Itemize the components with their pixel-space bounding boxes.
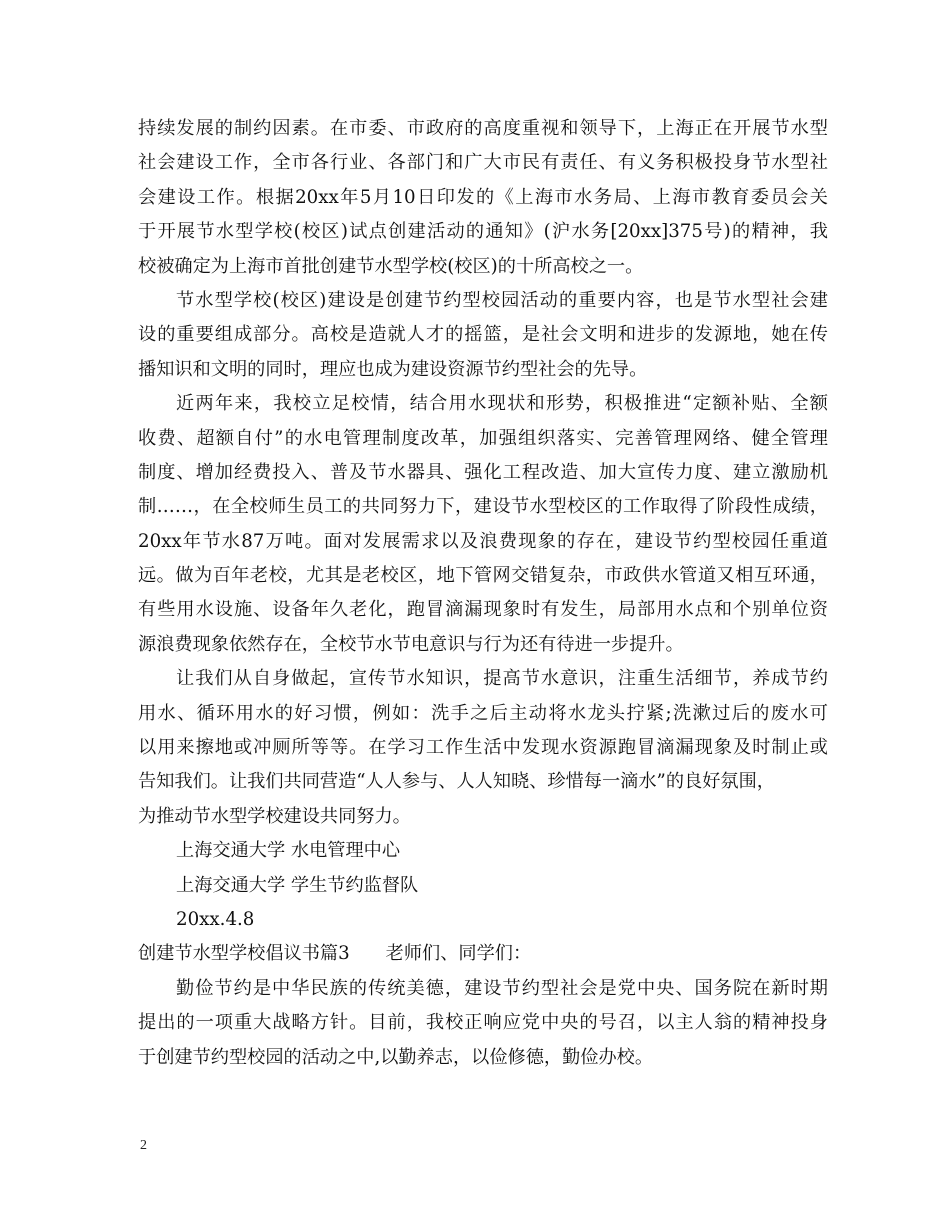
paragraph-line: 节水型学校(校区)建设是创建节约型校园活动的重要内容，也是节水型社会建 (176, 289, 828, 311)
section-heading (138, 937, 828, 971)
section-heading-title: 创建节水型学校倡议书篇3 (138, 943, 350, 965)
paragraph-line: 近两年来，我校立足校情，结合用水现状和形势，积极推进“定额补贴、全额 (176, 393, 828, 415)
paragraph-line: 制……，在全校师生员工的共同努力下，建设节水型校区的工作取得了阶段性成绩， (138, 496, 828, 518)
paragraph-line: 有些用水设施、设备年久老化，跑冒滴漏现象时有发生，局部用水点和个别单位资 (138, 599, 828, 621)
paragraph-line: 收费、超额自付”的水电管理制度改革，加强组织落实、完善管理网络、健全管理 (138, 427, 828, 449)
paragraph-line: 用水、循环用水的好习惯，例如：洗手之后主动将水龙头拧紧;洗漱过后的废水可 (138, 702, 828, 724)
signature-line: 上海交通大学 学生节约监督队 (176, 874, 419, 896)
paragraph-line: 为推动节水型学校建设共同努力。 (138, 805, 411, 827)
paragraph-line: 勤俭节约是中华民族的传统美德，建设节约型社会是党中央、国务院在新时期 (176, 977, 828, 999)
paragraph-line: 告知我们。让我们共同营造“人人参与、人人知晓、珍惜每一滴水”的良好氛围， (138, 771, 775, 793)
paragraph-line: 源浪费现象依然存在，全校节水节电意识与行为还有待进一步提升。 (138, 633, 684, 655)
paragraph-line: 社会建设工作，全市各行业、各部门和广大市民有责任、有义务积极投身节水型社 (138, 152, 828, 174)
paragraph-line: 20xx年节水87万吨。面对发展需求以及浪费现象的存在，建设节约型校园任重道 (138, 530, 828, 552)
paragraph-line: 持续发展的制约因素。在市委、市政府的高度重视和领导下，上海正在开展节水型 (138, 118, 828, 139)
paragraph-line: 以用来擦地或冲厕所等等。在学习工作生活中发现水资源跑冒滴漏现象及时制止或 (138, 737, 828, 759)
signature-date: 20xx.4.8 (176, 908, 255, 930)
paragraph-line: 设的重要组成部分。高校是造就人才的摇篮，是社会文明和进步的发源地，她在传 (138, 324, 828, 346)
paragraph-line: 远。做为百年老校，尤其是老校区，地下管网交错复杂，市政供水管道又相互环通， (138, 565, 828, 587)
document-body (138, 112, 828, 1075)
signature-line: 上海交通大学 水电管理中心 (176, 840, 401, 862)
paragraph-line: 提出的一项重大战略方针。目前，我校正响应党中央的号召，以主人翁的精神投身 (138, 1012, 828, 1034)
paragraph-line: 会建设工作。根据20xx年5月10日印发的《上海市水务局、上海市教育委员会关 (138, 186, 828, 208)
paragraph-line: 于开展节水型学校(校区)试点创建活动的通知》(沪水务[20xx]375号)的精神，我 (138, 221, 828, 243)
paragraph-line: 播知识和文明的同时，理应也成为建设资源节约型社会的先导。 (138, 358, 648, 380)
paragraph-line: 制度、增加经费投入、普及节水器具、强化工程改造、加大宣传力度、建立激励机 (138, 461, 828, 483)
page-number: 2 (140, 1138, 147, 1153)
paragraph-line: 于创建节约型校园的活动之中,以勤养志，以俭修德，勤俭办校。 (138, 1046, 654, 1068)
section-heading-salutation: 老师们、同学们： (385, 943, 532, 965)
paragraph-line: 校被确定为上海市首批创建节水型学校(校区)的十所高校之一。 (138, 255, 644, 277)
paragraph-line: 让我们从自身做起，宣传节水知识，提高节水意识，注重生活细节，养成节约 (176, 668, 828, 690)
